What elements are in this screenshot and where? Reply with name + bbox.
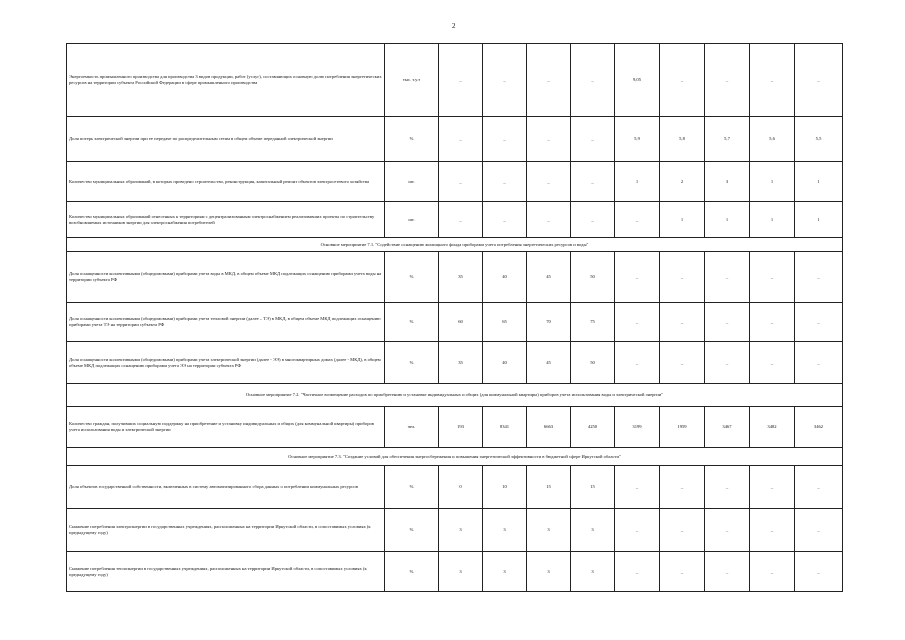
indicator-row bbox=[67, 162, 843, 202]
indicator-name: Количество муниципальных образований отнесенных к территориям с децентрализованным электроснабжением реализовавших проекты по строительству возобновляемых источников энергии для электроснабжения потребителей bbox=[67, 202, 385, 238]
indicator-row bbox=[67, 407, 843, 448]
value-cell: 3 bbox=[483, 552, 527, 592]
value-cell: 40 bbox=[483, 342, 527, 384]
value-cell: 3462 bbox=[795, 407, 843, 448]
unit-cell: % bbox=[385, 252, 439, 303]
value-cell: 9,05 bbox=[615, 44, 660, 117]
indicators-body bbox=[67, 44, 843, 592]
value-cell: _ bbox=[615, 552, 660, 592]
indicator-row bbox=[67, 466, 843, 509]
value-cell: _ bbox=[615, 509, 660, 552]
value-cell: _ bbox=[795, 552, 843, 592]
unit-cell: % bbox=[385, 466, 439, 509]
value-cell: 15 bbox=[571, 466, 615, 509]
value-cell: _ bbox=[571, 117, 615, 162]
value-cell: _ bbox=[660, 509, 705, 552]
value-cell: _ bbox=[571, 162, 615, 202]
value-cell: _ bbox=[571, 44, 615, 117]
value-cell: _ bbox=[750, 252, 795, 303]
value-cell: _ bbox=[705, 252, 750, 303]
value-cell: 1 bbox=[750, 202, 795, 238]
value-cell: 8341 bbox=[483, 407, 527, 448]
value-cell: _ bbox=[439, 117, 483, 162]
value-cell: 5,7 bbox=[705, 117, 750, 162]
value-cell: _ bbox=[795, 466, 843, 509]
section-row bbox=[67, 384, 843, 407]
section-row bbox=[67, 238, 843, 252]
indicator-row bbox=[67, 117, 843, 162]
value-cell: _ bbox=[705, 303, 750, 342]
indicator-name: Доля оснащенности коллективными (общедомовыми) приборами учета воды в МКД, в общем объеме МКД подлежащих оснащению приборами учета воды на территории субъекта РФ bbox=[67, 252, 385, 303]
value-cell: 3 bbox=[527, 552, 571, 592]
value-cell: _ bbox=[439, 162, 483, 202]
value-cell: 1 bbox=[795, 202, 843, 238]
value-cell: 193 bbox=[439, 407, 483, 448]
value-cell: _ bbox=[483, 162, 527, 202]
value-cell: _ bbox=[750, 466, 795, 509]
indicator-name: Доля потерь электрической энергии при ее передаче по распределительным сетям в общем объеме переданной электрической энергии bbox=[67, 117, 385, 162]
value-cell: _ bbox=[615, 252, 660, 303]
value-cell: _ bbox=[483, 202, 527, 238]
unit-cell: % bbox=[385, 117, 439, 162]
unit-cell: % bbox=[385, 303, 439, 342]
value-cell: _ bbox=[705, 466, 750, 509]
value-cell: 3 bbox=[439, 552, 483, 592]
value-cell: 1 bbox=[795, 162, 843, 202]
value-cell: _ bbox=[660, 252, 705, 303]
value-cell: _ bbox=[660, 44, 705, 117]
value-cell: _ bbox=[750, 509, 795, 552]
indicator-name: Количество муниципальных образований, в которых проведено строительство, реконструкция, капитальный ремонт объектов электросетевого хозяйства bbox=[67, 162, 385, 202]
value-cell: _ bbox=[439, 44, 483, 117]
indicator-row bbox=[67, 44, 843, 117]
value-cell: _ bbox=[795, 252, 843, 303]
value-cell: _ bbox=[527, 202, 571, 238]
value-cell: _ bbox=[439, 202, 483, 238]
section-title: Основное мероприятие 7.2. "Частичное возмещение расходов по приобретению и установке индивидуальных и общих (для коммунальной квартиры) приборов учета использования воды и электрической энергии" bbox=[67, 384, 843, 407]
value-cell: _ bbox=[571, 202, 615, 238]
value-cell: _ bbox=[615, 303, 660, 342]
section-row bbox=[67, 448, 843, 466]
value-cell: _ bbox=[705, 44, 750, 117]
value-cell: 70 bbox=[527, 303, 571, 342]
indicators-table bbox=[66, 43, 843, 592]
value-cell: _ bbox=[615, 342, 660, 384]
value-cell: _ bbox=[483, 44, 527, 117]
value-cell: 15 bbox=[527, 466, 571, 509]
unit-cell: тыс. т.у.т bbox=[385, 44, 439, 117]
value-cell: 50 bbox=[571, 342, 615, 384]
value-cell: _ bbox=[660, 342, 705, 384]
value-cell: _ bbox=[527, 44, 571, 117]
unit-cell: % bbox=[385, 509, 439, 552]
unit-cell: % bbox=[385, 342, 439, 384]
page-number: 2 bbox=[452, 22, 456, 30]
indicator-name: Снижение потребления электроэнергии в государственных учреждениях, расположенных на территории Иркутской области, в сопоставимых условиях (к предыдущему году) bbox=[67, 509, 385, 552]
value-cell: 45 bbox=[527, 252, 571, 303]
value-cell: 1 bbox=[660, 202, 705, 238]
indicator-row bbox=[67, 303, 843, 342]
value-cell: _ bbox=[795, 342, 843, 384]
section-title: Основное мероприятие 7.3. "Создание условий для обеспечения энергосбережения и повышения энергетической эффективности в бюджетной сфере Иркутской области" bbox=[67, 448, 843, 466]
unit-cell: % bbox=[385, 552, 439, 592]
value-cell: _ bbox=[527, 117, 571, 162]
value-cell: 1 bbox=[705, 202, 750, 238]
unit-cell: чел. bbox=[385, 407, 439, 448]
indicator-row bbox=[67, 552, 843, 592]
value-cell: 35 bbox=[439, 342, 483, 384]
value-cell: 3482 bbox=[750, 407, 795, 448]
value-cell: _ bbox=[750, 342, 795, 384]
value-cell: _ bbox=[660, 552, 705, 592]
value-cell: 10 bbox=[483, 466, 527, 509]
value-cell: 3 bbox=[527, 509, 571, 552]
value-cell: 3 bbox=[571, 552, 615, 592]
value-cell: 5,8 bbox=[660, 117, 705, 162]
value-cell: 3 bbox=[705, 162, 750, 202]
value-cell: 1959 bbox=[660, 407, 705, 448]
indicator-name: Доля объектов государственной собственности, включенных в систему автоматизированного сбора данных о потреблении коммунальных ресурсов bbox=[67, 466, 385, 509]
value-cell: 3467 bbox=[705, 407, 750, 448]
indicator-row bbox=[67, 509, 843, 552]
value-cell: 3 bbox=[483, 509, 527, 552]
value-cell: _ bbox=[795, 509, 843, 552]
value-cell: 0 bbox=[439, 466, 483, 509]
value-cell: 3 bbox=[571, 509, 615, 552]
indicator-name: Количество граждан, получивших социальную поддержку на приобретение и установку индивидуальных и общих (для коммунальной квартиры) приборов учета использования воды и электрической энергии bbox=[67, 407, 385, 448]
value-cell: 3199 bbox=[615, 407, 660, 448]
value-cell: _ bbox=[483, 117, 527, 162]
value-cell: _ bbox=[660, 303, 705, 342]
value-cell: _ bbox=[615, 466, 660, 509]
indicator-name: Снижение потребления теплоэнергии в государственных учреждениях, расположенных на территории Иркутской области, в сопоставимых условиях (к предыдущему году) bbox=[67, 552, 385, 592]
value-cell: _ bbox=[705, 509, 750, 552]
value-cell: 65 bbox=[483, 303, 527, 342]
value-cell: 5,5 bbox=[795, 117, 843, 162]
value-cell: _ bbox=[615, 202, 660, 238]
value-cell: 35 bbox=[439, 252, 483, 303]
value-cell: 5,6 bbox=[750, 117, 795, 162]
indicator-row bbox=[67, 252, 843, 303]
indicator-name: Доля оснащенности коллективными (общедомовыми) приборами учета электрической энергии (далее - ЭЭ) в многоквартирных домах (далее - МКД), в общем объеме МКД подлежащих оснащению приборами учета ЭЭ на территории субъекта РФ bbox=[67, 342, 385, 384]
unit-cell: шт. bbox=[385, 202, 439, 238]
value-cell: 1 bbox=[750, 162, 795, 202]
value-cell: 50 bbox=[571, 252, 615, 303]
value-cell: 5,9 bbox=[615, 117, 660, 162]
value-cell: _ bbox=[795, 44, 843, 117]
value-cell: _ bbox=[705, 342, 750, 384]
value-cell: _ bbox=[750, 44, 795, 117]
value-cell: _ bbox=[527, 162, 571, 202]
value-cell: 2 bbox=[660, 162, 705, 202]
section-title: Основное мероприятие 7.1. "Содействие оснащению жилищного фонда приборами учета потребления энергетических ресурсов и воды" bbox=[67, 238, 843, 252]
indicator-name: Энергоемкость промышленного производства для производства 3 видов продукции, работ (услуг), составляющих основную долю потребления энергетических ресурсов на территории субъекта Российской Федерации в сфере промышленного производства bbox=[67, 44, 385, 117]
value-cell: _ bbox=[795, 303, 843, 342]
value-cell: _ bbox=[750, 303, 795, 342]
unit-cell: шт. bbox=[385, 162, 439, 202]
value-cell: 4250 bbox=[571, 407, 615, 448]
value-cell: _ bbox=[660, 466, 705, 509]
value-cell: _ bbox=[750, 552, 795, 592]
value-cell: 45 bbox=[527, 342, 571, 384]
value-cell: 75 bbox=[571, 303, 615, 342]
value-cell: 6663 bbox=[527, 407, 571, 448]
value-cell: _ bbox=[705, 552, 750, 592]
value-cell: 40 bbox=[483, 252, 527, 303]
indicator-row bbox=[67, 342, 843, 384]
value-cell: 1 bbox=[615, 162, 660, 202]
indicator-row bbox=[67, 202, 843, 238]
value-cell: 3 bbox=[439, 509, 483, 552]
indicator-name: Доля оснащенности коллективными (общедомовыми) приборами учета тепловой энергии (далее – ТЭ) в МКД, в общем объеме МКД подлежащих оснащению приборами учета ТЭ на территории субъекта РФ bbox=[67, 303, 385, 342]
value-cell: 60 bbox=[439, 303, 483, 342]
